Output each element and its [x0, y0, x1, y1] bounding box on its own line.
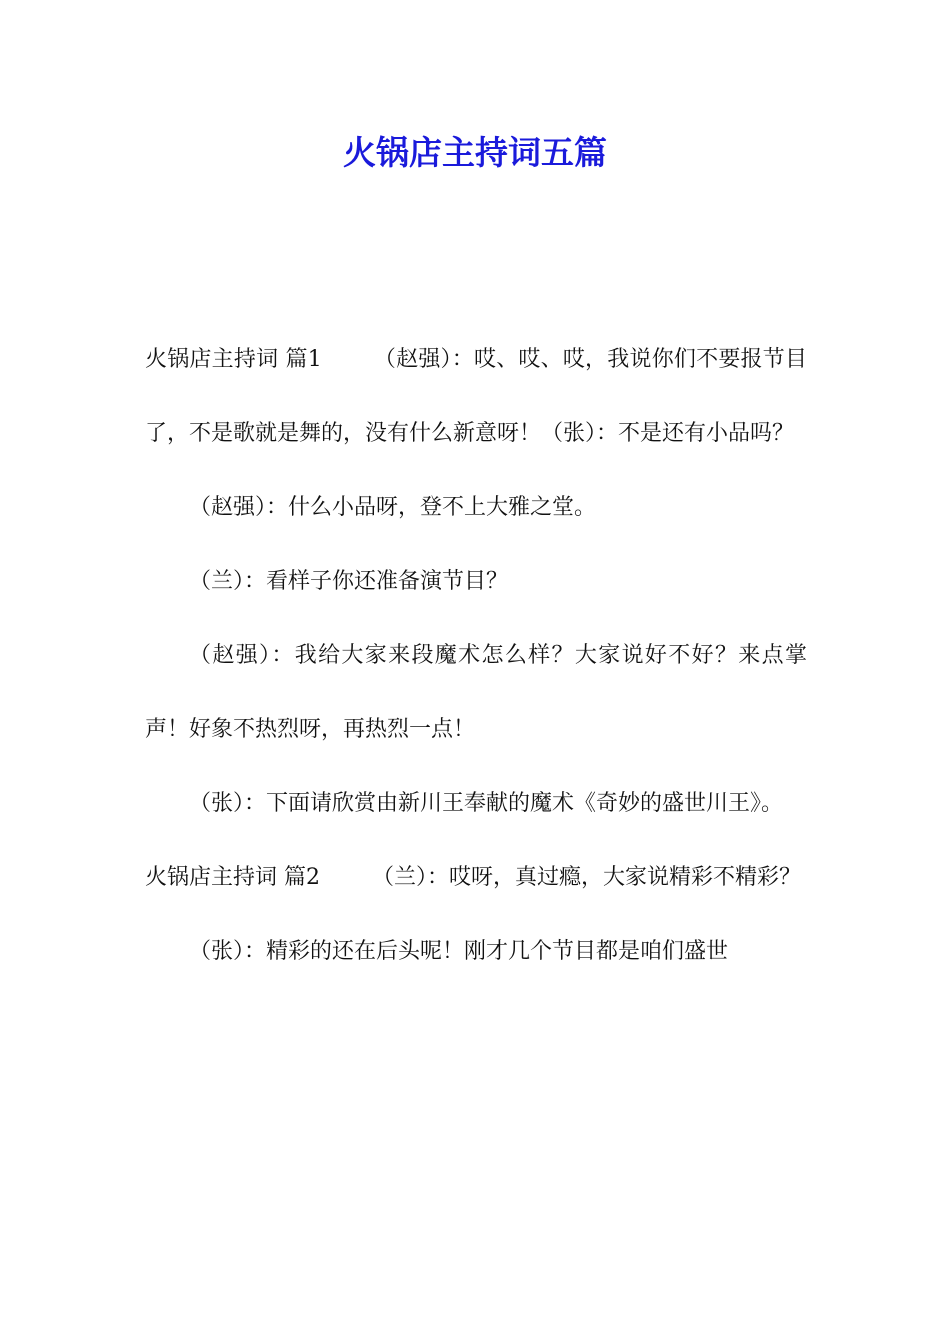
document-body — [145, 323, 807, 989]
paragraph: （赵强）：我给大家来段魔术怎么样？大家说好不好？来点掌声！好象不热烈呀，再热烈一点！ — [145, 643, 807, 742]
paragraph: （赵强）：什么小品呀，登不上大雅之堂。 — [189, 495, 597, 520]
paragraph: （兰）：看样子你还准备演节目？ — [189, 569, 509, 594]
section-heading-1: 火锅店主持词 篇1 — [145, 347, 322, 372]
section-heading-2: 火锅店主持词 篇2 — [145, 865, 320, 890]
paragraph-text: （赵强）：哎、哎、哎，我说你们不要报节目了，不是歌就是舞的，没有什么新意呀！（张）：不是还有小品吗？ — [145, 347, 807, 446]
paragraph: （张）：精彩的还在后头呢！刚才几个节目都是咱们盛世 — [189, 939, 729, 964]
paragraph: （张）：下面请欣赏由新川王奉献的魔术《奇妙的盛世川王》。 — [189, 791, 784, 816]
document-title: 火锅店主持词五篇 — [343, 133, 607, 172]
paragraph-text: （兰）：哎呀，真过瘾，大家说精彩不精彩？ — [372, 865, 802, 890]
paragraph-section-1-start — [145, 323, 807, 471]
paragraph-section-2-start — [145, 841, 807, 915]
